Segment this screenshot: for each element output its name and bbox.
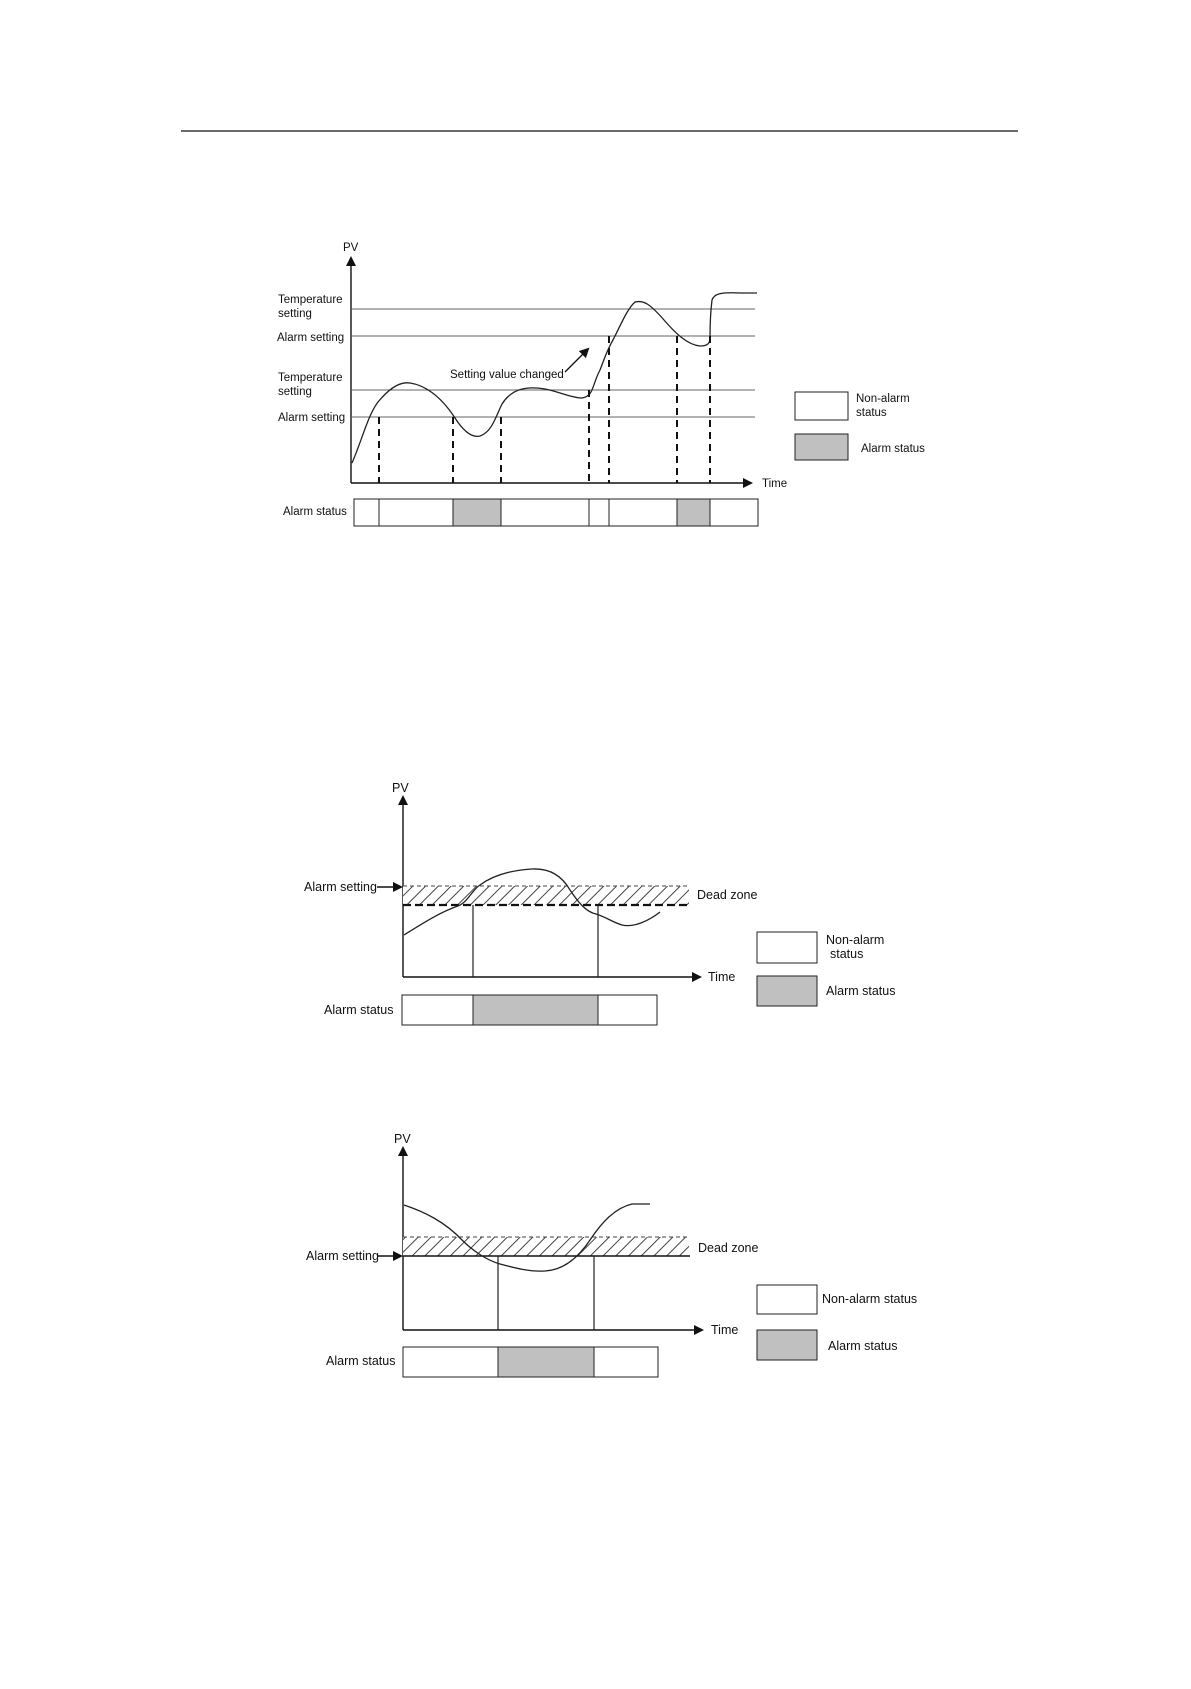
d1-temp-setting-low-label-1: Temperature: [278, 372, 343, 384]
d2-legend-non-alarm-text-2: status: [830, 947, 864, 961]
d2-dead-zone-band: [403, 886, 689, 905]
d2-legend-alarm-swatch: [757, 976, 817, 1006]
d3-legend-alarm-swatch: [757, 1330, 817, 1360]
d3-pv-label: PV: [394, 1132, 411, 1146]
d1-legend-non-alarm-swatch: [795, 392, 848, 420]
d1-legend-alarm-text: Alarm status: [861, 443, 925, 455]
d1-status-seg-5: [589, 499, 609, 526]
d2-dead-zone-label: Dead zone: [697, 888, 758, 902]
d1-legend-non-alarm-text-1: Non-alarm: [856, 393, 910, 405]
d2-status-seg-3: [598, 995, 657, 1025]
d1-status-seg-1: [354, 499, 379, 526]
d1-temp-setting-high-label-2: setting: [278, 308, 312, 320]
d3-status-seg-1: [403, 1347, 498, 1377]
d2-legend-alarm-text: Alarm status: [826, 984, 896, 998]
d3-status-seg-2: [498, 1347, 594, 1377]
d1-annotation-arrow: [565, 349, 588, 372]
d3-alarm-status-label: Alarm status: [326, 1354, 396, 1368]
d1-status-seg-4: [501, 499, 589, 526]
d3-status-seg-3: [594, 1347, 658, 1377]
d1-alarm-setting-high-label: Alarm setting: [277, 332, 345, 344]
d3-alarm-setting-label: Alarm setting: [306, 1249, 379, 1263]
d3-status-bar: [403, 1347, 658, 1377]
d2-time-label: Time: [708, 970, 736, 984]
d2-status-seg-2: [473, 995, 598, 1025]
diagram-1: [277, 242, 925, 526]
d1-legend-alarm-swatch: [795, 434, 848, 460]
d1-status-seg-8: [710, 499, 758, 526]
diagram-2: [304, 781, 895, 1025]
d1-status-seg-6: [609, 499, 677, 526]
d1-pv-label: PV: [343, 242, 359, 254]
d1-annotation-text: Setting value changed: [450, 369, 564, 381]
d2-alarm-status-label: Alarm status: [324, 1003, 394, 1017]
d3-legend-non-alarm-swatch: [757, 1285, 817, 1314]
d2-status-seg-1: [402, 995, 473, 1025]
d1-temp-setting-low-label-2: setting: [278, 386, 312, 398]
d3-dead-zone-label: Dead zone: [698, 1241, 759, 1255]
d1-status-seg-7: [677, 499, 710, 526]
d3-dead-zone-band: [403, 1237, 689, 1256]
d1-alarm-status-label: Alarm status: [283, 506, 347, 518]
d1-time-label: Time: [762, 478, 788, 490]
d1-status-bar: [354, 499, 758, 526]
d2-legend-non-alarm-text-1: Non-alarm: [826, 933, 885, 947]
d3-time-label: Time: [711, 1323, 739, 1337]
d2-pv-label: PV: [392, 781, 409, 795]
d2-status-bar: [402, 995, 657, 1025]
d2-alarm-setting-label: Alarm setting: [304, 880, 377, 894]
d1-legend-non-alarm-text-2: status: [856, 407, 887, 419]
d1-temp-setting-high-label-1: Temperature: [278, 294, 343, 306]
d1-status-seg-3: [453, 499, 501, 526]
d3-legend-alarm-text: Alarm status: [828, 1339, 898, 1353]
diagram-3: [306, 1132, 917, 1377]
d1-alarm-setting-low-label: Alarm setting: [278, 412, 346, 424]
d1-status-seg-2: [379, 499, 453, 526]
d3-legend-non-alarm-text: Non-alarm status: [822, 1292, 918, 1306]
d2-legend-non-alarm-swatch: [757, 932, 817, 963]
